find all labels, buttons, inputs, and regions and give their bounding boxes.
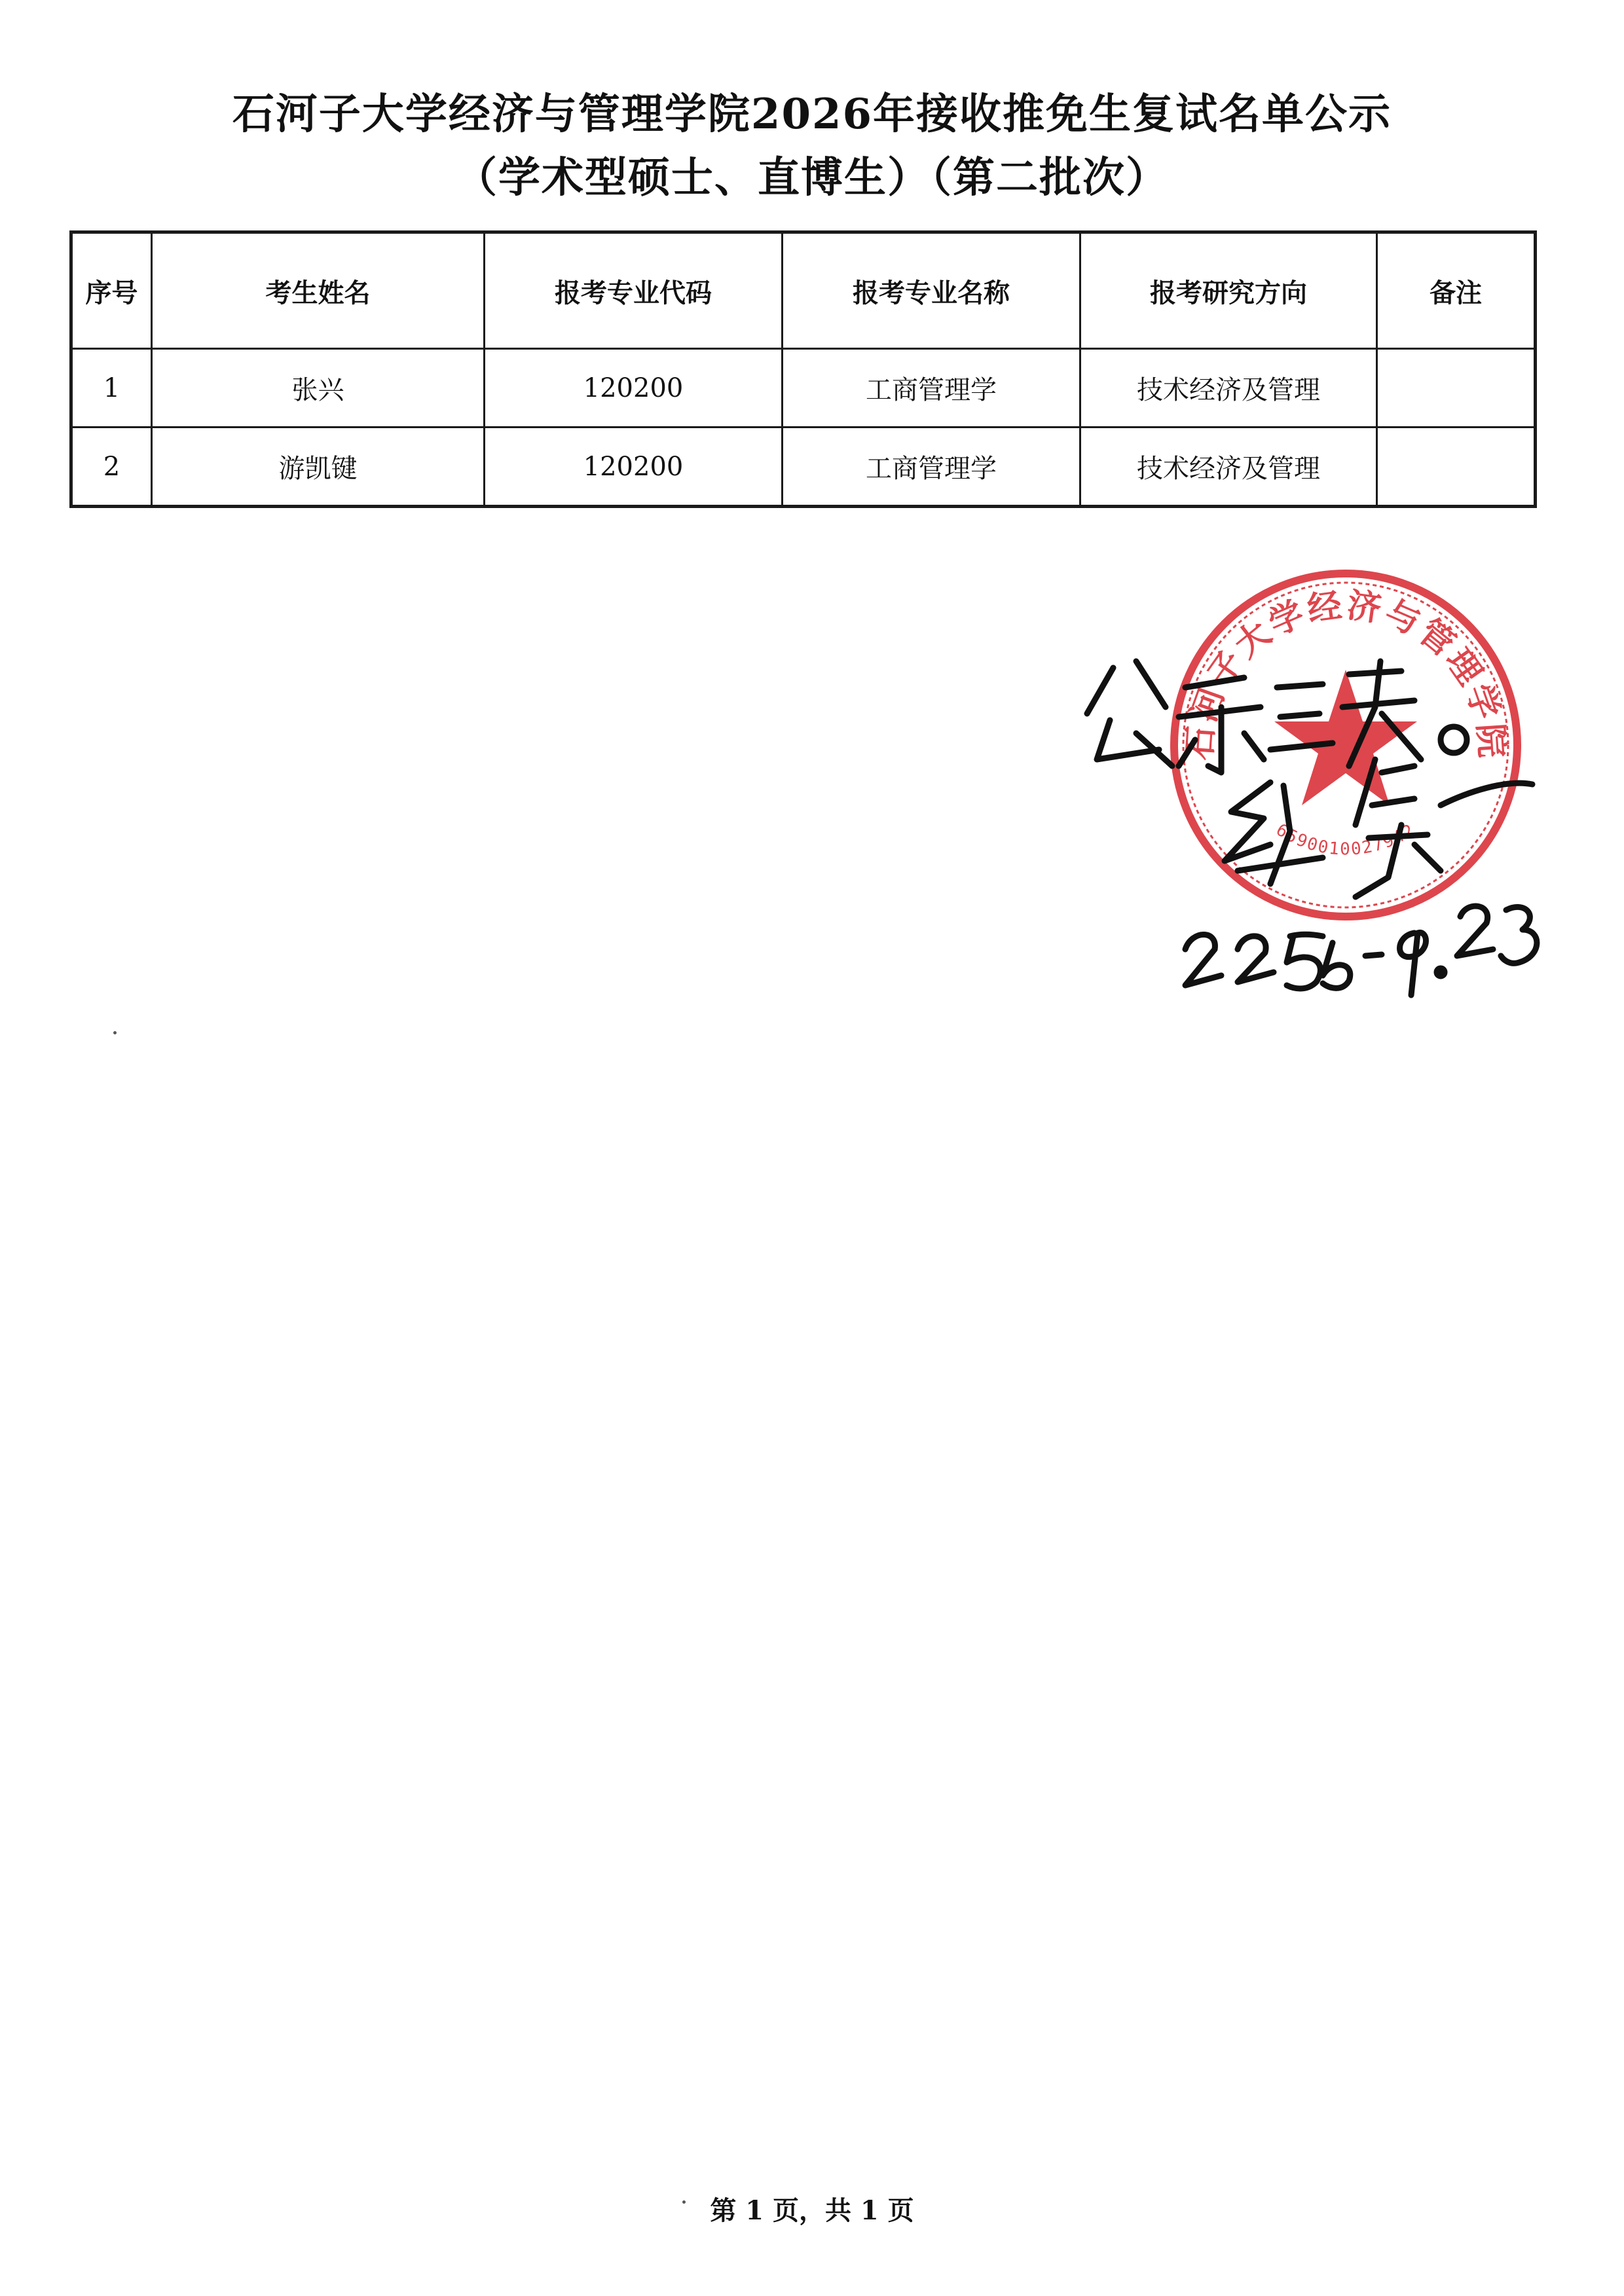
- table-header-row: [71, 232, 1536, 349]
- table-cell: 120200: [485, 428, 783, 507]
- table-cell: 1: [71, 349, 152, 428]
- header-cell: 报考专业名称: [783, 232, 1080, 349]
- table-cell: [1377, 349, 1536, 428]
- document-subtitle: （学术型硕士、直博生）（第二批次）: [455, 153, 1169, 202]
- table-cell: [1377, 428, 1536, 507]
- scan-speck: [113, 1031, 117, 1034]
- table-cell: 游凯键: [152, 428, 485, 507]
- table-cell: 张兴: [152, 349, 485, 428]
- header-cell: 报考专业代码: [485, 232, 783, 349]
- page-footer: 第 1 页，共 1 页: [710, 2195, 914, 2226]
- seal-code: 6590010027942: [1272, 820, 1419, 860]
- seal-text: 石河子大学经济与管理学院: [1179, 585, 1512, 762]
- table-cell: 工商管理学: [783, 428, 1080, 507]
- table-cell: 技术经济及管理: [1080, 428, 1377, 507]
- header-cell: 序号: [71, 232, 152, 349]
- table-row: [71, 349, 1536, 428]
- table-cell: 2: [71, 428, 152, 507]
- candidate-table: [69, 230, 1537, 508]
- handwritten-approval: [1074, 609, 1545, 1002]
- document-title: 石河子大学经济与管理学院2026年接收推免生复试名单公示: [232, 90, 1392, 139]
- header-cell: 备注: [1377, 232, 1536, 349]
- table-cell: 120200: [485, 349, 783, 428]
- table-row: [71, 428, 1536, 507]
- header-cell: 考生姓名: [152, 232, 485, 349]
- table-cell: 技术经济及管理: [1080, 349, 1377, 428]
- header-cell: 报考研究方向: [1080, 232, 1377, 349]
- table-cell: 工商管理学: [783, 349, 1080, 428]
